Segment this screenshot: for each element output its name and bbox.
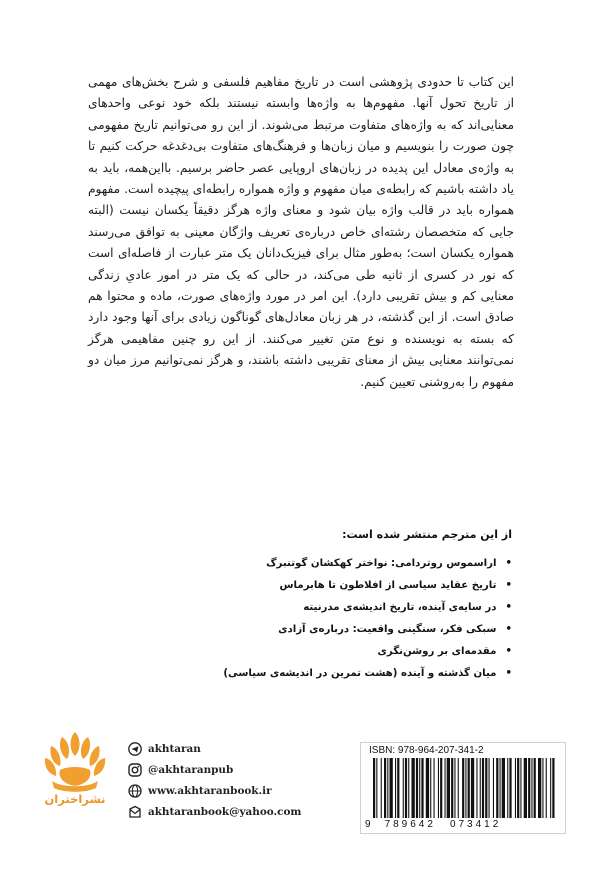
barcode-bar — [434, 758, 435, 818]
barcode-bar — [387, 758, 388, 818]
telegram-icon — [128, 742, 142, 756]
barcode-bar — [397, 758, 399, 818]
list-item: • مقدمه‌ای بر روشن‌نگری — [377, 646, 512, 657]
barcode-bar — [489, 758, 490, 818]
barcode-bar — [531, 758, 532, 818]
barcode-bar — [546, 758, 547, 818]
barcode-bar — [451, 758, 453, 818]
contact-website[interactable]: www.akhtaranbook.ir — [128, 780, 328, 801]
barcode-bar — [465, 758, 466, 818]
list-item: • میان گذشته و آینده (هشت تمرین در اندیشه‌ی سیاسی) — [223, 668, 512, 679]
barcode-bar — [376, 758, 377, 818]
barcode-bar — [485, 758, 487, 818]
barcode-bar — [542, 758, 543, 818]
barcode-digits: 9 789642 073412 — [365, 819, 502, 830]
contact-email[interactable]: akhtaranbook@yahoo.com — [128, 801, 328, 822]
list-item: • تاریخ عقاید سیاسی از افلاطون تا هابرماس — [279, 580, 512, 591]
barcode-bar — [552, 758, 554, 818]
globe-icon — [128, 784, 142, 798]
barcode-bar — [412, 758, 415, 818]
barcode-bar — [520, 758, 521, 818]
publications-list — [210, 553, 512, 685]
translator-publications — [210, 528, 512, 685]
barcode-bar — [454, 758, 455, 818]
barcode-bar — [500, 758, 501, 818]
publisher-name: نشراختران — [44, 792, 106, 806]
barcode-bar — [550, 758, 551, 818]
barcode-icon — [371, 758, 557, 818]
barcode-bar — [419, 758, 420, 818]
barcode-bar — [476, 758, 477, 818]
isbn-number: ISBN: 978-964-207-341-2 — [369, 745, 484, 756]
barcode-bar — [445, 758, 446, 818]
barcode-bar — [430, 758, 431, 818]
barcode-bar — [373, 758, 375, 818]
barcode-bar — [502, 758, 505, 818]
barcode-bar — [471, 758, 474, 818]
barcode-bar — [517, 758, 519, 818]
barcode-bar — [384, 758, 386, 818]
publisher-contacts — [128, 738, 328, 822]
contact-telegram[interactable]: akhtaran — [128, 738, 328, 759]
barcode-bar — [496, 758, 498, 818]
publications-heading: از این مترجم منتشر شده است: — [342, 528, 512, 541]
barcode-bar — [538, 758, 541, 818]
list-item: • سبکی فکر، سنگینی واقعیت: درباره‌ی آزادی — [278, 624, 512, 635]
barcode-bar — [381, 758, 382, 818]
email-icon — [128, 805, 142, 819]
barcode-bar — [426, 758, 429, 818]
barcode-bar — [403, 758, 404, 818]
barcode-bar — [408, 758, 409, 818]
instagram-icon — [128, 763, 142, 777]
list-item: • در سایه‌ی آینده، تاریخ اندیشه‌ی مدرنیته — [303, 602, 512, 613]
isbn-barcode — [360, 742, 566, 834]
barcode-bar — [421, 758, 423, 818]
barcode-bar — [493, 758, 494, 818]
list-item: • اراسموس روتردامی: نواختر کهکشان گوتنبرگ — [266, 558, 512, 569]
barcode-bar — [480, 758, 481, 818]
barcode-bar — [462, 758, 464, 818]
barcode-bar — [507, 758, 508, 818]
barcode-bar — [447, 758, 450, 818]
barcode-bar — [438, 758, 439, 818]
book-description: این کتاب تا حدودی پژوهشی است در تاریخ مفاهیم فلسفی و شرح بخش‌های مهمی از تاریخ تحول آنها. مفهوم‌ها به واژه‌ها وابسته نیستند بلکه خود نوعی واحدهای معنایی‌اند که به واژه‌های متفاوت مرتبط می‌شوند. از این رو می‌توانیم تاریخ مفهومی چون صورت را بنویسیم و میان زبان‌ها و فرهنگ‌های متفاوت بی‌دغدغه حرکت کنیم تا به واژه‌ی معادل این پدیده در زبان‌های اروپایی عصر حاضر برسیم. بااین‌همه، باید به یاد داشته باشیم که رابطه‌ی میان مفهوم و واژه همواره رابطه‌ای پیچیده است. مفهوم همواره باید در قالب واژه بیان شود و معنای واژه هرگز دقیقاً یکسان نیست (البته جایی که متخصصان رشته‌ای خاص درباره‌ی تعریف واژگان معینی به توافق می‌رسند همواره یکسان است؛ به‌طور مثال برای فیزیک‌دانان یک متر عبارت از فاصله‌ای است که نور در کسری از ثانیه طی می‌کند، در حالی که یک متر در امور عادیِ زندگی معنایی کم و بیش تقریبی دارد). این امر در مورد واژه‌های صورت، ماده و محتوا هم صادق است. از این گذشته، در هر زبان معادل‌های گوناگون زیادی برای آنها وجود دارد که بسته به نویسنده و نوع متن تغییر می‌کنند. از این رو چنین مفاهیمی هرگز نمی‌توانند معنایی بیش از معنای تقریبی داشته باشند، و هرگز نمی‌توانیم مرز میان دو مفهوم را به‌روشنی تعیین کنیم. — [88, 75, 514, 389]
barcode-bar — [534, 758, 536, 818]
barcode-bar — [524, 758, 527, 818]
barcode-bar — [528, 758, 530, 818]
barcode-bar — [515, 758, 516, 818]
barcode-bar — [395, 758, 396, 818]
barcode-bar — [509, 758, 511, 818]
barcode-bar — [482, 758, 484, 818]
contact-instagram[interactable]: @akhtaranpub — [128, 759, 328, 780]
barcode-bar — [440, 758, 442, 818]
barcode-bar — [458, 758, 459, 818]
barcode-bar — [468, 758, 470, 818]
barcode-bar — [390, 758, 393, 818]
barcode-bar — [416, 758, 418, 818]
barcode-bar — [405, 758, 407, 818]
